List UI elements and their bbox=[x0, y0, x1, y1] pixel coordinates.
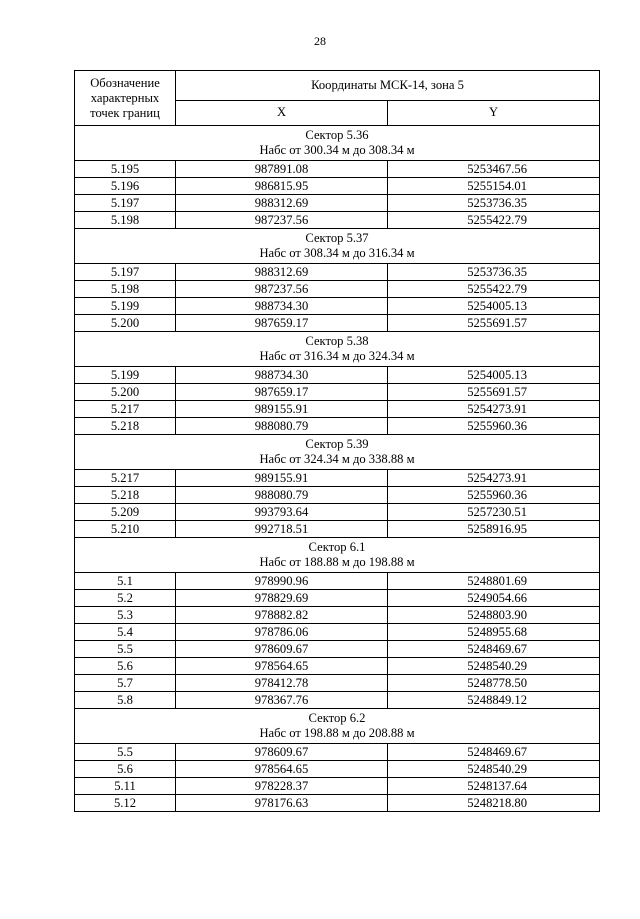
designation-header-line3: точек границ bbox=[90, 105, 160, 120]
sector-title: Сектор 6.1 bbox=[308, 540, 366, 554]
x-header: X bbox=[176, 100, 388, 125]
table-row bbox=[75, 658, 600, 675]
sector-title: Сектор 5.39 bbox=[305, 437, 369, 451]
x-cell: 987891.08 bbox=[176, 161, 388, 178]
y-cell: 5248469.67 bbox=[388, 744, 600, 761]
x-cell: 987237.56 bbox=[176, 281, 388, 298]
x-cell: 986815.95 bbox=[176, 178, 388, 195]
y-cell: 5248540.29 bbox=[388, 658, 600, 675]
designation-header-line2: характерных bbox=[90, 90, 160, 105]
x-cell: 978367.76 bbox=[176, 692, 388, 709]
table-row bbox=[75, 504, 600, 521]
x-cell: 993793.64 bbox=[176, 504, 388, 521]
sector-row bbox=[75, 538, 600, 573]
sector-row bbox=[75, 126, 600, 161]
x-cell: 988080.79 bbox=[176, 418, 388, 435]
point-cell: 5.6 bbox=[75, 658, 176, 675]
table-row bbox=[75, 521, 600, 538]
y-cell: 5249054.66 bbox=[388, 590, 600, 607]
sector-row bbox=[75, 435, 600, 470]
table-row bbox=[75, 778, 600, 795]
sector-cell bbox=[75, 538, 600, 573]
point-cell: 5.218 bbox=[75, 418, 176, 435]
point-cell: 5.7 bbox=[75, 675, 176, 692]
table-row bbox=[75, 212, 600, 229]
sector-cell bbox=[75, 332, 600, 367]
table-row bbox=[75, 401, 600, 418]
x-cell: 987659.17 bbox=[176, 315, 388, 332]
point-cell: 5.200 bbox=[75, 384, 176, 401]
sector-range: Набс от 316.34 м до 324.34 м bbox=[259, 349, 415, 363]
y-cell: 5258916.95 bbox=[388, 521, 600, 538]
point-cell: 5.199 bbox=[75, 367, 176, 384]
x-cell: 978564.65 bbox=[176, 658, 388, 675]
point-cell: 5.11 bbox=[75, 778, 176, 795]
sector-range: Набс от 324.34 м до 338.88 м bbox=[259, 452, 415, 466]
y-cell: 5254273.91 bbox=[388, 401, 600, 418]
table-row bbox=[75, 624, 600, 641]
y-cell: 5255422.79 bbox=[388, 281, 600, 298]
point-cell: 5.198 bbox=[75, 281, 176, 298]
table-row bbox=[75, 607, 600, 624]
table-row bbox=[75, 264, 600, 281]
table-row bbox=[75, 195, 600, 212]
table-row bbox=[75, 418, 600, 435]
sector-cell bbox=[75, 709, 600, 744]
table-row bbox=[75, 761, 600, 778]
table-row bbox=[75, 744, 600, 761]
y-cell: 5255960.36 bbox=[388, 418, 600, 435]
sector-title: Сектор 6.2 bbox=[308, 711, 366, 725]
point-cell: 5.197 bbox=[75, 264, 176, 281]
x-cell: 988312.69 bbox=[176, 195, 388, 212]
x-cell: 978564.65 bbox=[176, 761, 388, 778]
table-row bbox=[75, 692, 600, 709]
y-cell: 5253467.56 bbox=[388, 161, 600, 178]
x-cell: 988734.30 bbox=[176, 298, 388, 315]
x-cell: 989155.91 bbox=[176, 401, 388, 418]
table-row bbox=[75, 367, 600, 384]
table-row bbox=[75, 487, 600, 504]
y-cell: 5248137.64 bbox=[388, 778, 600, 795]
point-cell: 5.12 bbox=[75, 795, 176, 812]
table-row bbox=[75, 281, 600, 298]
table-row bbox=[75, 675, 600, 692]
y-header: Y bbox=[388, 100, 600, 125]
coordinates-table bbox=[74, 70, 600, 812]
y-cell: 5255691.57 bbox=[388, 384, 600, 401]
y-cell: 5254005.13 bbox=[388, 298, 600, 315]
sector-range: Набс от 188.88 м до 198.88 м bbox=[259, 555, 415, 569]
sector-cell bbox=[75, 229, 600, 264]
x-cell: 992718.51 bbox=[176, 521, 388, 538]
sector-range: Набс от 300.34 м до 308.34 м bbox=[259, 143, 415, 157]
point-cell: 5.6 bbox=[75, 761, 176, 778]
table-row bbox=[75, 315, 600, 332]
designation-header bbox=[75, 71, 176, 126]
point-cell: 5.4 bbox=[75, 624, 176, 641]
table-row bbox=[75, 470, 600, 487]
y-cell: 5248849.12 bbox=[388, 692, 600, 709]
sector-cell bbox=[75, 435, 600, 470]
x-cell: 978786.06 bbox=[176, 624, 388, 641]
x-cell: 978829.69 bbox=[176, 590, 388, 607]
point-cell: 5.8 bbox=[75, 692, 176, 709]
sector-range: Набс от 198.88 м до 208.88 м bbox=[259, 726, 415, 740]
coordinates-header: Координаты МСК-14, зона 5 bbox=[176, 71, 600, 101]
x-cell: 987659.17 bbox=[176, 384, 388, 401]
x-cell: 988312.69 bbox=[176, 264, 388, 281]
sector-row bbox=[75, 332, 600, 367]
point-cell: 5.217 bbox=[75, 401, 176, 418]
y-cell: 5255960.36 bbox=[388, 487, 600, 504]
y-cell: 5248801.69 bbox=[388, 573, 600, 590]
point-cell: 5.200 bbox=[75, 315, 176, 332]
y-cell: 5254005.13 bbox=[388, 367, 600, 384]
point-cell: 5.199 bbox=[75, 298, 176, 315]
y-cell: 5255154.01 bbox=[388, 178, 600, 195]
point-cell: 5.1 bbox=[75, 573, 176, 590]
point-cell: 5.3 bbox=[75, 607, 176, 624]
y-cell: 5248540.29 bbox=[388, 761, 600, 778]
y-cell: 5255691.57 bbox=[388, 315, 600, 332]
y-cell: 5248955.68 bbox=[388, 624, 600, 641]
y-cell: 5248469.67 bbox=[388, 641, 600, 658]
point-cell: 5.5 bbox=[75, 641, 176, 658]
designation-header-line1: Обозначение bbox=[90, 75, 160, 90]
point-cell: 5.218 bbox=[75, 487, 176, 504]
point-cell: 5.209 bbox=[75, 504, 176, 521]
y-cell: 5248803.90 bbox=[388, 607, 600, 624]
x-cell: 988080.79 bbox=[176, 487, 388, 504]
sector-title: Сектор 5.36 bbox=[305, 128, 369, 142]
point-cell: 5.195 bbox=[75, 161, 176, 178]
table-row bbox=[75, 384, 600, 401]
table-row bbox=[75, 161, 600, 178]
x-cell: 987237.56 bbox=[176, 212, 388, 229]
x-cell: 978228.37 bbox=[176, 778, 388, 795]
table-header bbox=[75, 71, 600, 126]
y-cell: 5255422.79 bbox=[388, 212, 600, 229]
table-row bbox=[75, 795, 600, 812]
point-cell: 5.217 bbox=[75, 470, 176, 487]
x-cell: 978882.82 bbox=[176, 607, 388, 624]
y-cell: 5248218.80 bbox=[388, 795, 600, 812]
table-row bbox=[75, 573, 600, 590]
point-cell: 5.198 bbox=[75, 212, 176, 229]
x-cell: 978609.67 bbox=[176, 641, 388, 658]
point-cell: 5.197 bbox=[75, 195, 176, 212]
x-cell: 978609.67 bbox=[176, 744, 388, 761]
y-cell: 5253736.35 bbox=[388, 195, 600, 212]
sector-range: Набс от 308.34 м до 316.34 м bbox=[259, 246, 415, 260]
y-cell: 5253736.35 bbox=[388, 264, 600, 281]
y-cell: 5254273.91 bbox=[388, 470, 600, 487]
x-cell: 988734.30 bbox=[176, 367, 388, 384]
point-cell: 5.2 bbox=[75, 590, 176, 607]
page-number: 28 bbox=[314, 34, 326, 48]
y-cell: 5257230.51 bbox=[388, 504, 600, 521]
y-cell: 5248778.50 bbox=[388, 675, 600, 692]
sector-row bbox=[75, 709, 600, 744]
x-cell: 978412.78 bbox=[176, 675, 388, 692]
sector-title: Сектор 5.37 bbox=[305, 231, 369, 245]
table-row bbox=[75, 298, 600, 315]
table-row bbox=[75, 590, 600, 607]
table-body bbox=[75, 126, 600, 812]
sector-cell bbox=[75, 126, 600, 161]
x-cell: 978176.63 bbox=[176, 795, 388, 812]
table-row bbox=[75, 178, 600, 195]
sector-row bbox=[75, 229, 600, 264]
point-cell: 5.5 bbox=[75, 744, 176, 761]
sector-title: Сектор 5.38 bbox=[305, 334, 369, 348]
table-row bbox=[75, 641, 600, 658]
point-cell: 5.210 bbox=[75, 521, 176, 538]
x-cell: 989155.91 bbox=[176, 470, 388, 487]
point-cell: 5.196 bbox=[75, 178, 176, 195]
x-cell: 978990.96 bbox=[176, 573, 388, 590]
